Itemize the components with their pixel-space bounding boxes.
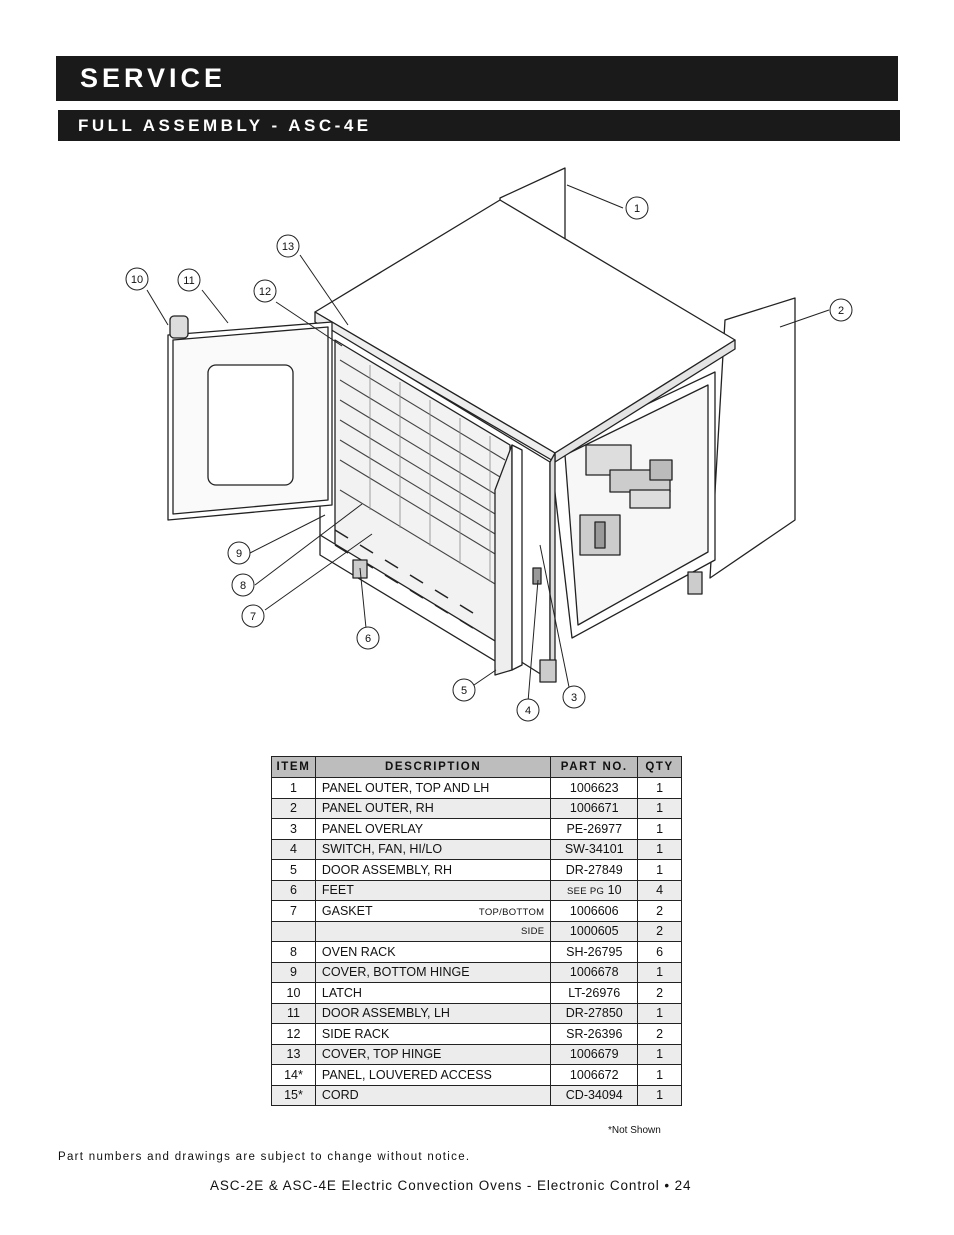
part-number: DR-27850 (565, 1006, 623, 1021)
col-header-qty: QTY (638, 757, 682, 778)
part-number: SH-26795 (566, 944, 623, 959)
cell-item: 7 (272, 901, 316, 922)
description-text: DOOR ASSEMBLY, LH (321, 1006, 450, 1021)
table-row (272, 839, 682, 860)
callout-3: 3 (570, 692, 578, 704)
table-row (272, 983, 682, 1004)
cell-part-no (551, 901, 638, 922)
part-number: SW-34101 (564, 842, 624, 857)
section-title: SERVICE (80, 63, 227, 93)
part-number: 1006678 (569, 965, 619, 980)
description-text: COVER, BOTTOM HINGE (321, 965, 470, 980)
callout-9: 9 (235, 548, 243, 560)
cell-part-no (551, 942, 638, 963)
cell-part-no (551, 1065, 638, 1086)
cell-part-no (551, 921, 638, 942)
description-note: TOP/BOTTOM (478, 906, 545, 918)
part-number: 10 (607, 883, 622, 898)
table-header-row (272, 757, 682, 778)
cell-part-no (551, 819, 638, 840)
cell-qty: 2 (638, 921, 682, 942)
cell-qty: 1 (638, 839, 682, 860)
callout-2: 2 (837, 305, 845, 317)
description-text: SWITCH, FAN, HI/LO (321, 842, 443, 857)
part-number: 1006671 (569, 801, 619, 816)
table-row (272, 819, 682, 840)
description-text: LATCH (321, 985, 362, 1000)
cell-description (315, 1085, 550, 1106)
table-row (272, 1085, 682, 1106)
cell-item: 11 (272, 1003, 316, 1024)
part-number: 1006623 (569, 780, 619, 795)
cell-item: 8 (272, 942, 316, 963)
table-row (272, 1065, 682, 1086)
cell-description (315, 1024, 550, 1045)
parts-table (271, 756, 682, 1106)
table-row (272, 880, 682, 901)
cell-qty: 2 (638, 901, 682, 922)
cell-part-no (551, 839, 638, 860)
parts-table-body (272, 778, 682, 1106)
table-row (272, 798, 682, 819)
cell-description (315, 962, 550, 983)
table-row (272, 1003, 682, 1024)
cell-qty: 6 (638, 942, 682, 963)
cell-qty: 2 (638, 1024, 682, 1045)
not-shown-note: *Not Shown (608, 1125, 661, 1136)
col-header-description: DESCRIPTION (315, 757, 550, 778)
cell-item: 6 (272, 880, 316, 901)
table-row (272, 1024, 682, 1045)
cell-description (315, 942, 550, 963)
cell-qty: 1 (638, 1003, 682, 1024)
cell-item: 2 (272, 798, 316, 819)
cell-part-no (551, 860, 638, 881)
cell-item: 13 (272, 1044, 316, 1065)
cell-description (315, 901, 550, 922)
cell-qty: 1 (638, 1065, 682, 1086)
part-number: CD-34094 (565, 1088, 623, 1103)
cell-qty: 1 (638, 798, 682, 819)
description-text: PANEL, LOUVERED ACCESS (321, 1067, 492, 1082)
cell-item: 4 (272, 839, 316, 860)
cell-description (315, 839, 550, 860)
callout-1: 1 (633, 203, 641, 215)
description-text: COVER, TOP HINGE (321, 1047, 442, 1062)
col-header-part-no: PART NO. (551, 757, 638, 778)
cell-part-no (551, 880, 638, 901)
part-number: PE-26977 (566, 821, 623, 836)
table-row (272, 921, 682, 942)
cell-description (315, 1003, 550, 1024)
part-number: LT-26976 (568, 985, 621, 1000)
cell-item: 10 (272, 983, 316, 1004)
cell-qty: 4 (638, 880, 682, 901)
callout-8: 8 (239, 580, 247, 592)
page-footer: ASC-2E & ASC-4E Electric Convection Ovens - Electronic Control • 24 (210, 1178, 692, 1193)
cell-item: 12 (272, 1024, 316, 1045)
cell-item: 9 (272, 962, 316, 983)
cell-qty: 1 (638, 962, 682, 983)
cell-item: 3 (272, 819, 316, 840)
description-text: PANEL OVERLAY (321, 821, 424, 836)
description-text: DOOR ASSEMBLY, RH (321, 862, 453, 877)
cell-item: 14* (272, 1065, 316, 1086)
subsection-title-bar (58, 110, 900, 141)
callout-5: 5 (460, 685, 468, 697)
cell-description (315, 880, 550, 901)
callout-4: 4 (524, 705, 532, 717)
cell-qty: 1 (638, 778, 682, 799)
cell-qty: 1 (638, 1044, 682, 1065)
cell-qty: 1 (638, 819, 682, 840)
part-number: 1006679 (569, 1047, 619, 1062)
subsection-title: FULL ASSEMBLY - ASC-4E (78, 116, 372, 135)
disclaimer: Part numbers and drawings are subject to change without notice. (58, 1151, 471, 1163)
cell-item: 1 (272, 778, 316, 799)
table-row (272, 901, 682, 922)
cell-description (315, 819, 550, 840)
cell-description (315, 860, 550, 881)
cell-item (272, 921, 316, 942)
callout-7: 7 (249, 611, 257, 623)
callout-11: 11 (183, 275, 195, 287)
part-number: DR-27849 (565, 862, 623, 877)
description-note: SIDE (521, 925, 545, 937)
cell-qty: 1 (638, 860, 682, 881)
cell-qty: 2 (638, 983, 682, 1004)
part-number: 1000605 (569, 924, 619, 939)
cell-part-no (551, 962, 638, 983)
description-text: SIDE RACK (321, 1026, 390, 1041)
description-text: OVEN RACK (321, 944, 396, 959)
table-row (272, 942, 682, 963)
cell-part-no (551, 983, 638, 1004)
cell-qty: 1 (638, 1085, 682, 1106)
callout-13: 13 (281, 241, 295, 253)
cell-description (315, 798, 550, 819)
part-prefix: SEE PG (566, 886, 605, 898)
part-number: 1006672 (569, 1067, 619, 1082)
description-text: PANEL OUTER, TOP AND LH (321, 780, 490, 795)
cell-part-no (551, 798, 638, 819)
callout-6: 6 (364, 633, 372, 645)
cell-part-no (551, 1003, 638, 1024)
table-row (272, 962, 682, 983)
description-text: FEET (321, 883, 354, 898)
cell-part-no (551, 1085, 638, 1106)
col-header-item: ITEM (272, 757, 316, 778)
cell-part-no (551, 778, 638, 799)
description-text: PANEL OUTER, RH (321, 801, 434, 816)
cell-part-no (551, 1024, 638, 1045)
description-text: GASKET (321, 903, 373, 918)
table-row (272, 778, 682, 799)
oven-assembly-drawing (110, 160, 845, 730)
table-row (272, 860, 682, 881)
callout-10: 10 (130, 274, 144, 286)
cell-description (315, 921, 550, 942)
cell-description (315, 983, 550, 1004)
cell-description (315, 1065, 550, 1086)
cell-part-no (551, 1044, 638, 1065)
cell-item: 15* (272, 1085, 316, 1106)
cell-description (315, 1044, 550, 1065)
section-title-bar (56, 56, 898, 101)
cell-item: 5 (272, 860, 316, 881)
cell-description (315, 778, 550, 799)
part-number: SR-26396 (566, 1026, 623, 1041)
table-row (272, 1044, 682, 1065)
description-text: CORD (321, 1088, 359, 1103)
part-number: 1006606 (569, 903, 619, 918)
callout-12: 12 (258, 286, 272, 298)
